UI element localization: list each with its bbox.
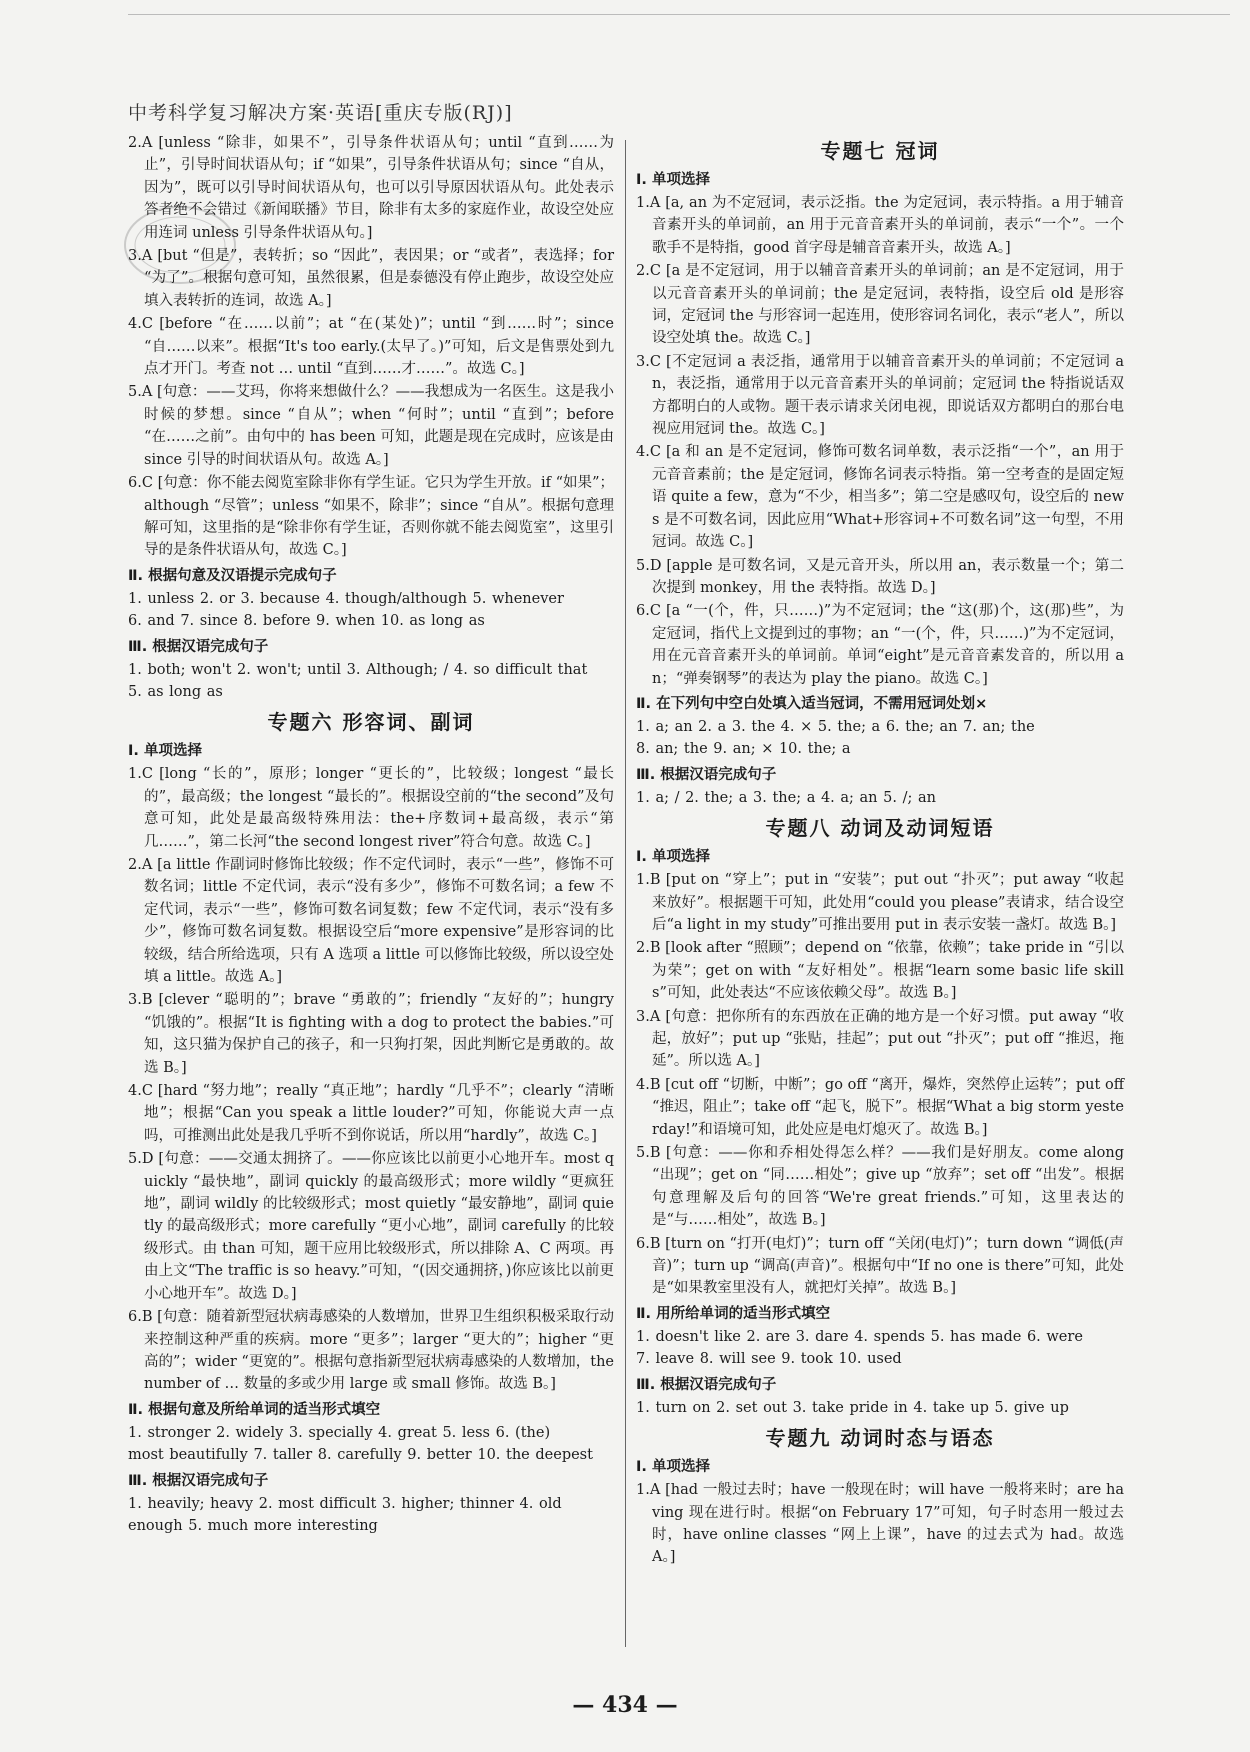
answer-item: 5.D [句意：——交通太拥挤了。——你应该比以前更小心地开车。most quickly “最快地”，副词 quickly 的最高级形式；more wildly “更疯狂地”，副词 wildly 的比较级形式；most quietly “最安静地”，副词 quietly 的最高级形式；more carefully “更小心地”，副词 carefully 的比较级形式。由 than 可知，题干应用比较级形式，所以排除 A、C 两项。再由上文“The traffic is so heavy.”可知，“(因交通拥挤，)你应该比以前更小心地开车”。故选 D。]	[128, 1151, 614, 1302]
answer-item: 1.A [had 一般过去时；have 一般现在时；will have 一般将来时；are having 现在进行时。根据“on February 17”可知，句子时态用一般过去时，have online classes “网上上课”，have 的过去式为 had。故选 A。]	[636, 1482, 1124, 1566]
answer-row: 1. both; won't 2. won't; until 3. Although; / 4. so difficult that	[128, 661, 588, 678]
section-title: Ⅱ. 根据句意及所给单词的适当形式填空	[128, 1401, 381, 1418]
answer-item: 2.C [a 是不定冠词，用于以辅音音素开头的单词前；an 是不定冠词，用于以元音音素开头的单词前；the 是定冠词，表特指，设空后 old 是形容词，定冠词 the 与形容词一起连用，使形容词名词化，表示“老人”，所以设空处填 the。故选 C。]	[636, 263, 1124, 347]
answer-item: 5.B [句意：——你和乔相处得怎么样？——我们是好朋友。come along “出现”；get on “同……相处”；give up “放弃”；set off “出发”。根据句意理解及后句的回答“We're great friends.”可知，这里表达的是“与……相处”，故选 B。]	[636, 1145, 1124, 1229]
section-title: Ⅰ. 单项选择	[636, 172, 710, 188]
section-title: Ⅰ. 单项选择	[636, 849, 710, 866]
answer-row: 7. leave 8. will see 9. took 10. used	[636, 1351, 902, 1368]
topic-heading: 专题七 冠词	[820, 139, 940, 163]
answer-item: 6.C [句意：你不能去阅览室除非你有学生证。它只为学生开放。if “如果”；although “尽管”；unless “如果不，除非”；since “自从”。根据句意理解可知，这里指的是“除非你有学生证，否则你就不能去阅览室”，这里引导的是条件状语从句，故选 C。]	[128, 475, 614, 559]
answer-row: 1. turn on 2. set out 3. take pride in 4. take up 5. give up	[636, 1399, 1069, 1416]
answer-item: 3.A [句意：把你所有的东西放在正确的地方是一个好习惯。put away “收起，放好”；put up “张贴，挂起”；put out “扑灭”；put off “推迟，拖延”。所以选 A。]	[636, 1008, 1124, 1070]
answer-item: 1.B [put on “穿上”；put in “安装”；put out “扑灭”；put away “收起来放好”。根据题干可知，此处用“could you please”表请求，结合设空后“a light in my study”可推出要用 put in 表示安装一盏灯。故选 B。]	[636, 872, 1124, 933]
answer-item: 2.A [unless “除非，如果不”，引导条件状语从句；until “直到……为止”，引导时间状语从句；if “如果”，引导条件状语从句；since “自从，因为”，既可以引导时间状语从句，也可以引导原因状语从句。此处表示答者绝不会错过《新闻联播》节目，除非有太多的家庭作业，故设空处应用连词 unless 引导条件状语从句。]	[128, 135, 614, 241]
section-title: Ⅰ. 单项选择	[636, 1459, 710, 1476]
answer-row: 1. a; an 2. a 3. the 4. × 5. the; a 6. the; an 7. an; the	[636, 718, 1035, 735]
answer-item: 6.B [句意：随着新型冠状病毒感染的人数增加，世界卫生组织积极采取行动来控制这种严重的疾病。more “更多”；larger “更大的”；higher “更高的”；wider “更宽的”。根据句意指新型冠状病毒感染的人数增加，the number of … 数量的多或少用 large 或 small 修饰。故选 B。]	[128, 1309, 614, 1393]
answer-item: 1.C [long “长的”，原形；longer “更长的”，比较级；longest “最长的”，最高级；the longest “最长的”。根据设空前的“the second”及句意可知，此处是最高级特殊用法：the+序数词+最高级，表示“第几……”，第二长河“the second longest river”符合句意。故选 C。]	[128, 766, 614, 850]
left-pre-items	[128, 132, 614, 562]
answer-item: 4.C [a 和 an 是不定冠词，修饰可数名词单数，表示泛指“一个”，an 用于元音音素前；the 是定冠词，修饰名词表示特指。第一空考查的是固定短语 quite a few，意为“不少，相当多”；第二空是感叹句，设空后的 news 是不可数名词，因此应用“What+形容词+不可数名词”这一句型，不用冠词。故选 C。]	[636, 444, 1124, 551]
answer-row: 1. heavily; heavy 2. most difficult 3. higher; thinner 4. old	[128, 1495, 562, 1512]
answer-row: 1. a; / 2. the; a 3. the; a 4. a; an 5. /; an	[636, 789, 936, 806]
answer-item: 5.A [句意：——艾玛，你将来想做什么？——我想成为一名医生。这是我小时候的梦想。since “自从”；when “何时”；until “直到”；before “在……之前”。由句中的 has been 可知，此题是现在完成时，应该是由 since 引导的时间状语从句。故选 A。]	[128, 384, 614, 468]
column-divider	[625, 140, 626, 1647]
answer-row: 6. and 7. since 8. before 9. when 10. as long as	[128, 613, 485, 630]
answer-item: 6.C [a “一(个，件，只……)”为不定冠词；the “这(那)个，这(那)些”，为定冠词，指代上文提到过的事物；an “一(个，件，只……)”为不定冠词，用在元音音素开头的单词前。单词“eight”是元音音素发音的，所以用 an；“弹奏钢琴”的表达为 play the piano。故选 C。]	[636, 603, 1124, 687]
topic-heading: 专题八 动词及动词短语	[765, 816, 995, 841]
answer-item: 6.B [turn on “打开(电灯)”；turn off “关闭(电灯)”；turn down “调低(声音)”；turn up “调高(声音)”。根据句中“If no one is there”可知，此处是“如果教室里没有人，就把灯关掉”。故选 B。]	[636, 1235, 1124, 1297]
topic-heading: 专题九 动词时态与语态	[765, 1426, 995, 1451]
answer-item: 4.C [before “在……以前”；at “在(某处)”；until “到……时”；since “自……以来”。根据“It's too early.(太早了。)”可知，后文是售票处到九点才开门。考查 not … until “直到……才……”。故选 C。]	[128, 316, 614, 378]
section-title: Ⅱ. 根据句意及汉语提示完成句子	[128, 567, 337, 584]
answer-item: 4.B [cut off “切断，中断”；go off “离开，爆炸，突然停止运转”；put off “推迟，阻止”；take off “起飞，脱下”。根据“What a big storm yesterday!”和语境可知，此处应是电灯熄灭了。故选 B。]	[636, 1076, 1124, 1138]
section-title: Ⅱ. 用所给单词的适当形式填空	[636, 1305, 831, 1322]
answer-row: most beautifully 7. taller 8. carefully 9. better 10. the deepest	[128, 1447, 593, 1464]
right-column	[636, 132, 1124, 1652]
topic-heading: 专题六 形容词、副词	[267, 710, 475, 735]
answer-row: 1. stronger 2. widely 3. specially 4. great 5. less 6. (the)	[128, 1424, 551, 1441]
answer-item: 4.C [hard “努力地”；really “真正地”；hardly “几乎不”；clearly “清晰地”；根据“Can you speak a little louder?”可知，你能说大声一点吗，可推测出此处是我几乎听不到你说话，所以用“hardly”，故选 C。]	[128, 1083, 614, 1144]
answer-item: 3.B [clever “聪明的”；brave “勇敢的”；friendly “友好的”；hungry “饥饿的”。根据“It is fighting with a dog to protect the babies.”可知，这只猫为保护自己的孩子，和一只狗打架，因此判断它是勇敢的。故选 B。]	[128, 992, 614, 1076]
answer-item: 1.A [a, an 为不定冠词，表示泛指。the 为定冠词，表示特指。a 用于辅音音素开头的单词前，an 用于元音音素开头的单词前，表示“一个”。一个歌手不是特指，good 首字母是辅音音素开头，故选 A。]	[636, 195, 1124, 256]
answer-row: 5. as long as	[128, 683, 223, 700]
section-title: Ⅲ. 根据汉语完成句子	[636, 766, 777, 783]
answer-item: 2.B [look after “照顾”；depend on “依靠，依赖”；take pride in “引以为荣”；get on with “友好相处”。根据“learn some basic life skills”可知，此处表达“不应该依赖父母”。故选 B。]	[636, 940, 1124, 1002]
left-column	[128, 132, 614, 1652]
page-number: — 434 —	[572, 1692, 678, 1718]
section-title: Ⅲ. 根据汉语完成句子	[128, 1472, 269, 1489]
top-rule	[128, 14, 1230, 15]
section-title: Ⅲ. 根据汉语完成句子	[128, 638, 269, 655]
answer-row: 8. an; the 9. an; × 10. the; a	[636, 741, 851, 758]
section-title: Ⅱ. 在下列句中空白处填入适当冠词，不需用冠词处划×	[636, 695, 988, 712]
answer-item: 3.C [不定冠词 a 表泛指，通常用于以辅音音素开头的单词前；不定冠词 an，表泛指，通常用于以元音音素开头的单词前；定冠词 the 特指说话双方都明白的人或物。题干表示请求关闭电视，即说话双方都明白的那台电视应用冠词 the。故选 C。]	[636, 353, 1124, 438]
answer-row: 1. unless 2. or 3. because 4. though/although 5. whenever	[128, 590, 564, 607]
answer-row: enough 5. much more interesting	[128, 1517, 378, 1534]
answer-row: 1. doesn't like 2. are 3. dare 4. spends 5. has made 6. were	[636, 1328, 1083, 1345]
page-header: 中考科学复习解决方案·英语[重庆专版(RJ)]	[128, 102, 513, 124]
answer-item: 3.A [but “但是”，表转折；so “因此”，表因果；or “或者”，表选择；for “为了”。根据句意可知，虽然很累，但是泰德没有停止跑步，故设空处应填入表转折的连词，故选 A。]	[128, 248, 614, 309]
answer-item: 5.D [apple 是可数名词，又是元音开头，所以用 an，表示数量一个；第二次提到 monkey，用 the 表特指。故选 D。]	[636, 557, 1124, 596]
section-title: Ⅲ. 根据汉语完成句子	[636, 1376, 777, 1393]
section-title: Ⅰ. 单项选择	[128, 743, 202, 760]
answer-item: 2.A [a little 作副词时修饰比较级；作不定代词时，表示“一些”，修饰不可数名词；little 不定代词，表示“没有多少”，修饰不可数名词；a few 不定代词，表示“一些”，修饰可数名词复数；few 不定代词，表示“没有多少”，修饰可数名词复数。根据设空后“more expensive”是形容词的比较级，结合所给选项，只有 A 选项 a little 可以修饰比较级，所以设空处填 a little。故选 A。]	[128, 856, 614, 985]
